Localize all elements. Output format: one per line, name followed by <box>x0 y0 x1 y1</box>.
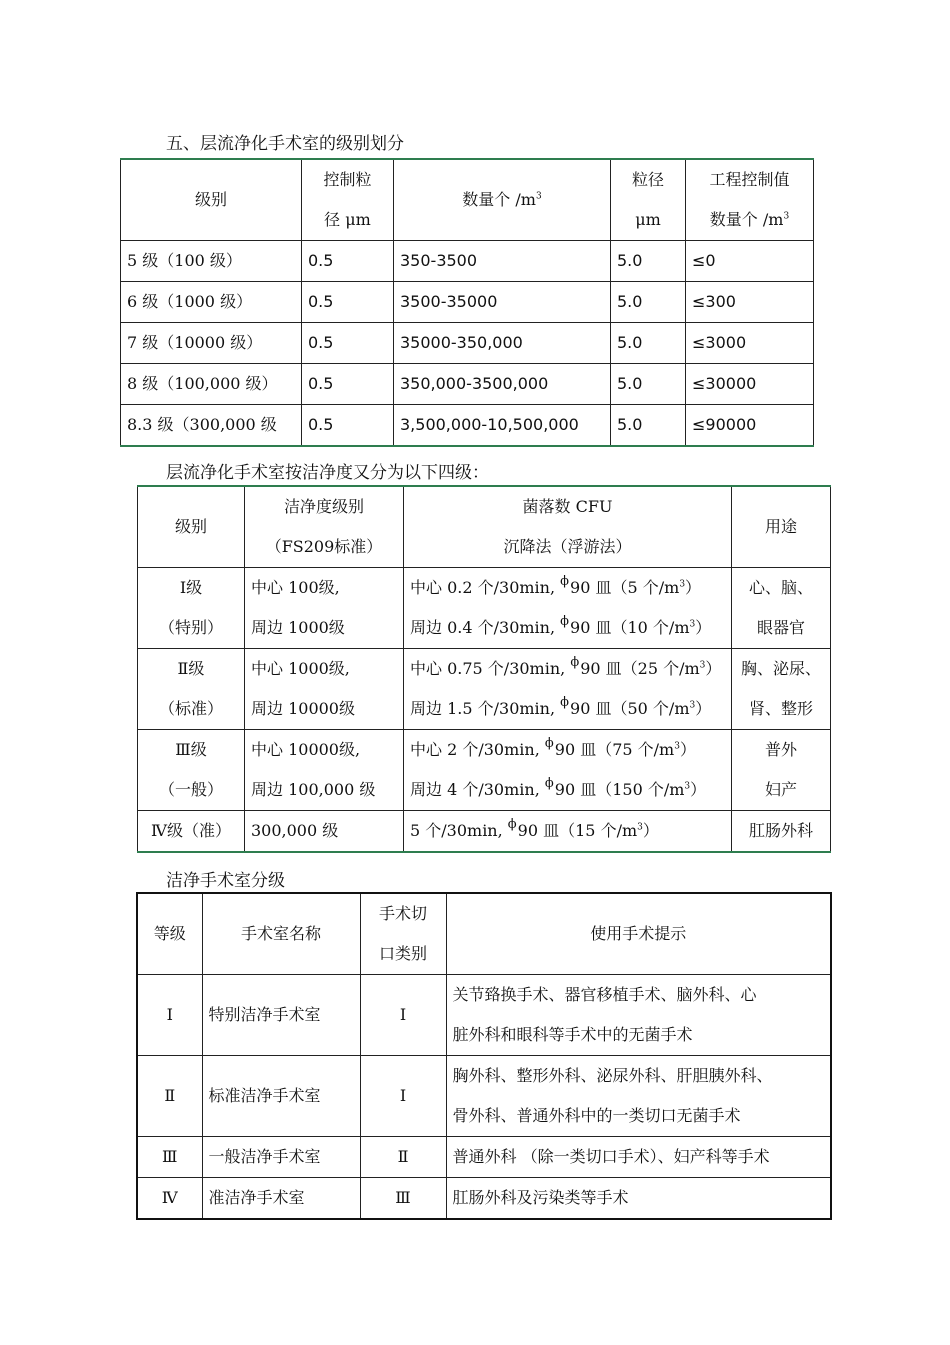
cell-incision: Ⅰ <box>360 1056 446 1137</box>
header-cfu: 菌落数 CFU 沉降法（浮游法） <box>404 486 732 568</box>
header-size: 粒径 μm <box>611 159 686 241</box>
cell-cleanliness: 300,000 级 <box>245 811 404 853</box>
cell-level: Ⅲ <box>137 1137 202 1178</box>
table-row <box>137 1178 831 1220</box>
cell-cleanliness: 中心 100级, 周边 1000级 <box>245 568 404 649</box>
cell-size: 5.0 <box>611 405 686 447</box>
cell-surgery-hint: 关节臵换手术、器官移植手术、脑外科、心 脏外科和眼科等手术中的无菌手术 <box>446 975 831 1056</box>
cell-use: 心、脑、 眼器官 <box>732 568 831 649</box>
header-level: 等级 <box>137 893 202 975</box>
cell-cfu: 中心 0.75 个/30min, $^\phi$90 皿（25 个$/m^3$） 周边 1.5 个/30min, $^\phi$90 皿（50 个$/m^3$） <box>404 649 732 730</box>
cell-grade: 8.3 级（300,000 级 <box>121 405 302 447</box>
cell-grade: Ⅲ级 （一般） <box>138 730 245 811</box>
table-header-row <box>121 159 814 241</box>
phi-symbol: ϕ <box>560 695 570 710</box>
table-row <box>137 1056 831 1137</box>
operating-room-table <box>136 892 832 1220</box>
table-row <box>138 649 831 730</box>
cell-level: Ⅱ <box>137 1056 202 1137</box>
cell-incision: Ⅰ <box>360 975 446 1056</box>
cell-size: 5.0 <box>611 323 686 364</box>
header-use: 用途 <box>732 486 831 568</box>
phi-symbol: ϕ <box>560 614 570 629</box>
cell-cfu: 中心 2 个/30min, $^\phi$90 皿（75 个$/m^3$） 周边 4 个/30min, $^\phi$90 皿（150 个$/m^3$） <box>404 730 732 811</box>
cell-particle: 0.5 <box>302 241 394 282</box>
cell-control-value: ≤30000 <box>686 364 814 405</box>
table-row <box>138 811 831 853</box>
cell-cleanliness: 中心 10000级, 周边 100,000 级 <box>245 730 404 811</box>
table-row <box>121 241 814 282</box>
phi-symbol: ϕ <box>544 736 554 751</box>
grade-table <box>120 158 814 447</box>
header-control-value: 工程控制值 数量个 $/m^3$ <box>686 159 814 241</box>
cell-control-value: ≤300 <box>686 282 814 323</box>
cell-use: 普外 妇产 <box>732 730 831 811</box>
cell-room-name: 准洁净手术室 <box>202 1178 360 1220</box>
cell-surgery-hint: 肛肠外科及污染类等手术 <box>446 1178 831 1220</box>
cell-count: 3,500,000-10,500,000 <box>394 405 611 447</box>
section1-heading: 五、层流净化手术室的级别划分 <box>166 134 404 154</box>
section2-heading: 层流净化手术室按洁净度又分为以下四级： <box>166 463 489 483</box>
cell-grade: 8 级（100,000 级） <box>121 364 302 405</box>
phi-symbol: ϕ <box>507 817 517 832</box>
table-row <box>137 975 831 1056</box>
cell-control-value: ≤3000 <box>686 323 814 364</box>
table-header-row <box>137 893 831 975</box>
phi-symbol: ϕ <box>544 776 554 791</box>
cell-grade: 6 级（1000 级） <box>121 282 302 323</box>
cell-grade: Ⅳ级（准） <box>138 811 245 853</box>
cell-surgery-hint: 普通外科 （除一类切口手术）、妇产科等手术 <box>446 1137 831 1178</box>
cell-particle: 0.5 <box>302 323 394 364</box>
header-count: 数量个 $/m^3$ <box>394 159 611 241</box>
cell-cfu: 5 个/30min, $^\phi$90 皿（15 个$/m^3$） <box>404 811 732 853</box>
header-room-name: 手术室名称 <box>202 893 360 975</box>
header-grade: 级别 <box>121 159 302 241</box>
cell-count: 350,000-3500,000 <box>394 364 611 405</box>
cell-count: 3500-35000 <box>394 282 611 323</box>
cell-room-name: 标准洁净手术室 <box>202 1056 360 1137</box>
cell-size: 5.0 <box>611 241 686 282</box>
table-row <box>121 364 814 405</box>
table-row <box>121 405 814 447</box>
table-row <box>121 282 814 323</box>
cell-use: 肛肠外科 <box>732 811 831 853</box>
cell-control-value: ≤0 <box>686 241 814 282</box>
cleanliness-table <box>137 485 831 853</box>
header-incision: 手术切 口类别 <box>360 893 446 975</box>
cell-particle: 0.5 <box>302 282 394 323</box>
cell-control-value: ≤90000 <box>686 405 814 447</box>
cell-size: 5.0 <box>611 364 686 405</box>
table-row <box>138 730 831 811</box>
cell-cfu: 中心 0.2 个/30min, $^\phi$90 皿（5 个$/m^3$） 周边 0.4 个/30min, $^\phi$90 皿（10 个$/m^3$） <box>404 568 732 649</box>
cell-grade: 7 级（10000 级） <box>121 323 302 364</box>
header-cleanliness: 洁净度级别 （FS209标准） <box>245 486 404 568</box>
cell-room-name: 特别洁净手术室 <box>202 975 360 1056</box>
cell-level: Ⅰ <box>137 975 202 1056</box>
cell-incision: Ⅱ <box>360 1137 446 1178</box>
phi-symbol: ϕ <box>560 574 570 589</box>
phi-symbol: ϕ <box>570 655 580 670</box>
cell-level: Ⅳ <box>137 1178 202 1220</box>
cell-incision: Ⅲ <box>360 1178 446 1220</box>
header-particle: 控制粒 径 μm <box>302 159 394 241</box>
cell-particle: 0.5 <box>302 405 394 447</box>
cell-room-name: 一般洁净手术室 <box>202 1137 360 1178</box>
table-row <box>137 1137 831 1178</box>
cell-cleanliness: 中心 1000级, 周边 10000级 <box>245 649 404 730</box>
table-header-row <box>138 486 831 568</box>
table-row <box>121 323 814 364</box>
cell-particle: 0.5 <box>302 364 394 405</box>
cell-grade: 5 级（100 级） <box>121 241 302 282</box>
cell-size: 5.0 <box>611 282 686 323</box>
table-row <box>138 568 831 649</box>
header-surgery-hint: 使用手术提示 <box>446 893 831 975</box>
cell-count: 350-3500 <box>394 241 611 282</box>
cell-count: 35000-350,000 <box>394 323 611 364</box>
cell-use: 胸、泌尿、 肾、整形 <box>732 649 831 730</box>
cell-grade: Ⅱ级 （标准） <box>138 649 245 730</box>
cell-surgery-hint: 胸外科、整形外科、泌尿外科、肝胆胰外科、 骨外科、普通外科中的一类切口无菌手术 <box>446 1056 831 1137</box>
section3-heading: 洁净手术室分级 <box>166 871 285 891</box>
header-grade: 级别 <box>138 486 245 568</box>
cell-grade: Ⅰ级 （特别） <box>138 568 245 649</box>
